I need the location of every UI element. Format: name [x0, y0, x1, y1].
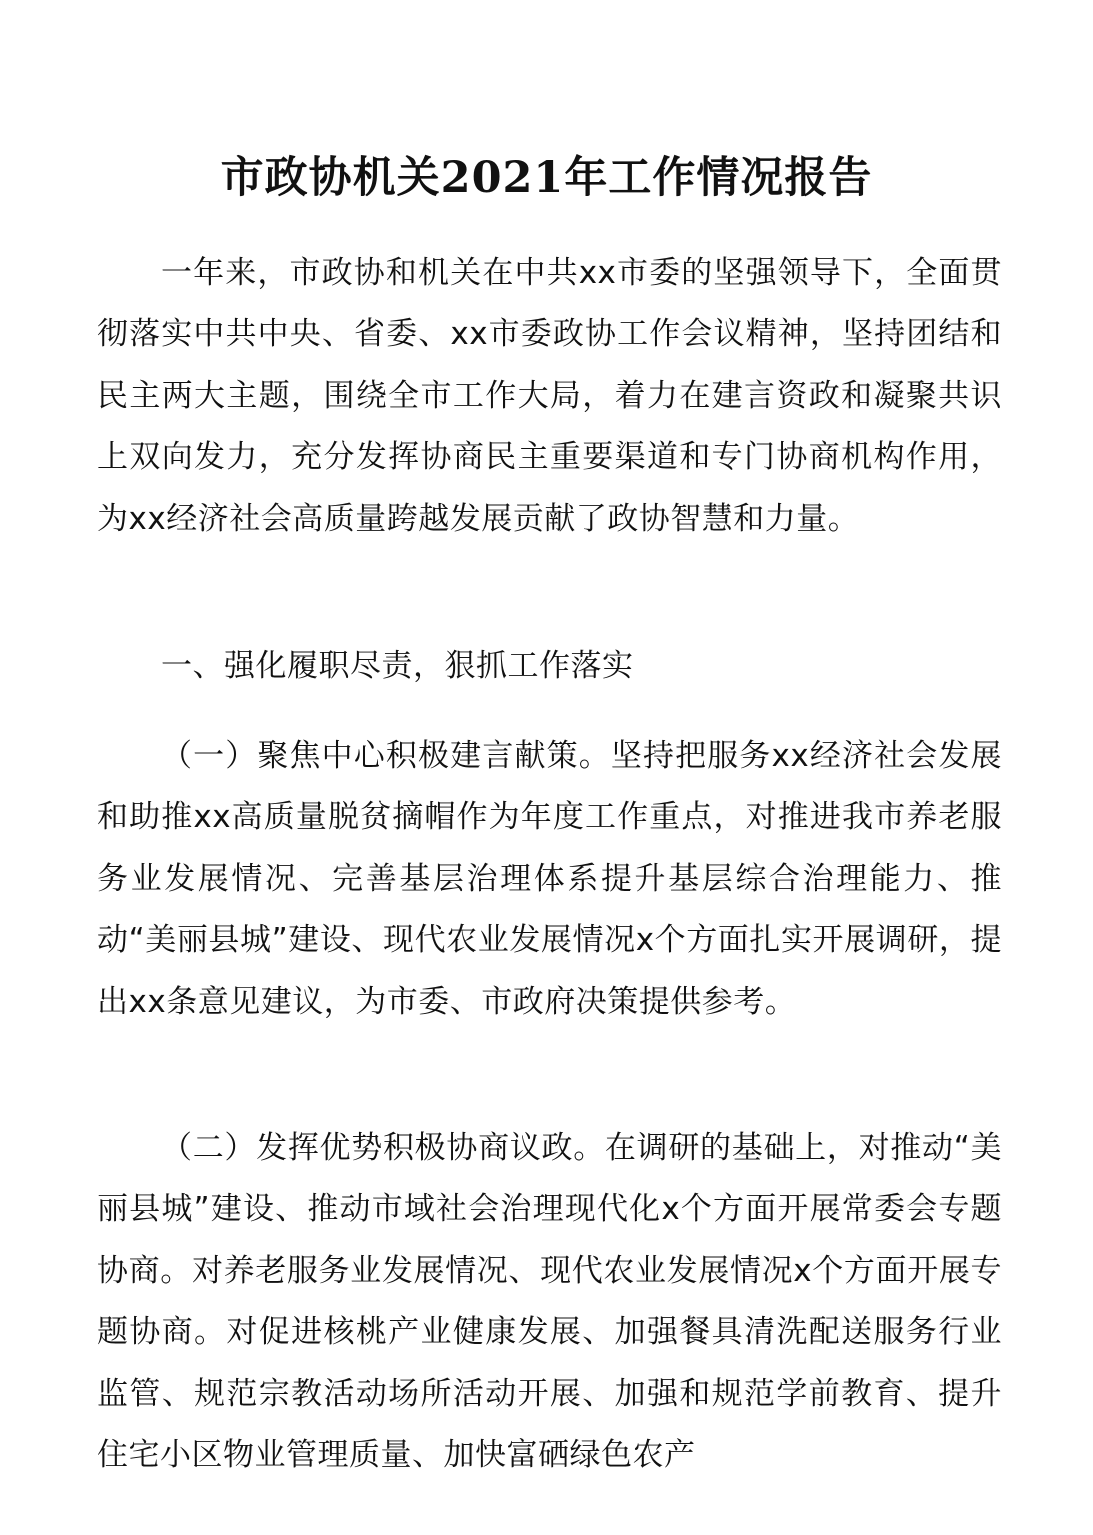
subsection-paragraph-1: （一）聚焦中心积极建言献策。坚持把服务xx经济社会发展和助推xx高质量脱贫摘帽作为年度工作重点，对推进我市养老服务业发展情况、完善基层治理体系提升基层综合治理能力、推动“美丽县城”建设、现代农业发展情况x个方面扎实开展调研，提出xx条意见建议，为市委、市政府决策提供参考。 — [97, 738, 1002, 1020]
section-heading-1: 一、强化履职尽责，狠抓工作落实 — [161, 648, 634, 684]
intro-paragraph: 一年来，市政协和机关在中共xx市委的坚强领导下，全面贯彻落实中共中央、省委、xx市委政协工作会议精神，坚持团结和民主两大主题，围绕全市工作大局，着力在建言资政和凝聚共识上双向发力，充分发挥协商民主重要渠道和专门协商机构作用，为xx经济社会高质量跨越发展贡献了政协智慧和力量。 — [97, 255, 1002, 537]
document-title: 市政协机关2021年工作情况报告 — [220, 153, 873, 203]
subsection-paragraph-2: （二）发挥优势积极协商议政。在调研的基础上，对推动“美丽县城”建设、推动市域社会治理现代化x个方面开展常委会专题协商。对养老服务业发展情况、现代农业发展情况x个方面开展专题协商。对促进核桃产业健康发展、加强餐具清洗配送服务行业监管、规范宗教活动场所活动开展、加强和规范学前教育、提升住宅小区物业管理质量、加快富硒绿色农产 — [97, 1130, 1002, 1474]
